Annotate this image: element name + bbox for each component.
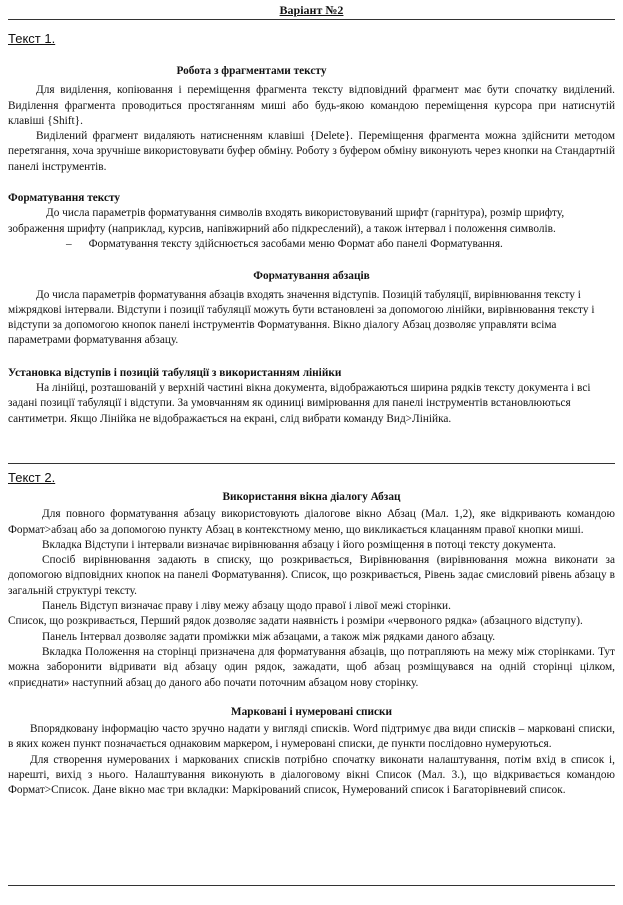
paragraph: Вкладка Положення на сторінці призначена для форматування абзаців, що потрапляють на межу між сторінками. Тут можна заборонити відривати від абзацу один рядок, зажадати, щоб абзац розміщувався на одній сторінці цілком, «приєднати» наступний абзац до даного або почати поточним абзацом нову сторінку. bbox=[8, 645, 615, 689]
text2-label: Текст 2. bbox=[8, 470, 56, 485]
list-item: – Форматування тексту здійснюється засобами меню Формат або панелі Форматування. bbox=[66, 237, 503, 250]
middle-rule bbox=[8, 463, 615, 464]
paragraph: Впорядковану інформацію часто зручно надати у вигляді списків. Word підтримує два види списків – марковані списки, в яких кожен пункт позначається однаковим маркером, і нумеровані списки, де пункти послідовно нумеруються. bbox=[8, 723, 615, 751]
paragraph: Панель Відступ визначає праву і ліву межу абзацу щодо правої і лівої межі сторінки. bbox=[42, 600, 451, 613]
dash-marker: – bbox=[66, 237, 72, 250]
heading-text-formatting: Форматування тексту bbox=[8, 192, 121, 205]
paragraph: Панель Інтервал дозволяє задати проміжки між абзацами, а також між рядками даного абзацу. bbox=[42, 630, 496, 643]
paragraph: Спосіб вирівнювання задають в списку, що розкривається, Вирівнювання (вирівнювання можна виконати за допомогою відповідних кнопок на панелі Форматування). Список, що розкривається, Рівень задає смисловий рівень абзацу в загальній структурі тексту. bbox=[8, 554, 615, 597]
paragraph: До числа параметрів форматування абзаців входять значення відступів. Позицій табуляції, вирівнювання тексту і міжрядкові інтервали. Відступи і позиції табуляції можуть бути встановлені за допомогою лінійки, вирівнювання тексту і відступи за допомогою кнопок панелі інструментів Форматування. Вікно діалогу Абзац дозволяє управляти всіма параметрами форматування абзацу. bbox=[8, 288, 595, 347]
paragraph: На лінійці, розташованій у верхній частині вікна документа, відображаються ширина рядків тексту документа і всі задані позиції табуляції і відступи. За умовчанням як одиниці вимірювання для панелі інструментів встановлюються сантиметри. Якщо Лінійка не відображається на екрані, слід вибрати команду Вид>Лінійка. bbox=[8, 382, 591, 425]
text2-section bbox=[8, 490, 615, 799]
paragraph: Для повного форматування абзацу використовують діалогове вікно Абзац (Мал. 1,2), яке відкривають командою Формат>абзац або за допомогою пункту Абзац в контекстному меню, що викликається клацанням правої кнопки миші. bbox=[8, 508, 615, 536]
paragraph: Виділений фрагмент видаляють натисненням клавіші {Delete}. Переміщення фрагмента можна здійснити методом перетягання, хоча зручніше використовувати буфер обміну. Роботу з буфером обміну виконують через кнопки на Стандартній панелі інструментів. bbox=[8, 130, 615, 173]
variant-title: Варіант №2 bbox=[279, 3, 344, 17]
heading-paragraph-dialog: Використання вікна діалогу Абзац bbox=[222, 491, 401, 503]
bottom-rule bbox=[8, 885, 615, 886]
paragraph: До числа параметрів форматування символів входять використовуваний шрифт (гарнітура), розмір шрифту, зображення шрифту (наприклад, курсив, напівжирний або підкреслений), а також інтервал і положення символів. bbox=[8, 207, 565, 235]
text1-section bbox=[8, 64, 615, 427]
paragraph: Для виділення, копіювання і переміщення фрагмента тексту відповідний фрагмент має бути спочатку виділений. Виділення фрагмента проводиться простяганням миші або будь-якою командою переміщення курсора при натиснутій клавіші {Shift}. bbox=[8, 84, 615, 127]
heading-lists: Марковані і нумеровані списки bbox=[230, 705, 393, 718]
heading-paragraph-formatting: Форматування абзаців bbox=[253, 270, 370, 283]
paragraph: Вкладка Відступи і інтервали визначає вирівнювання абзацу і його розміщення в потоці тексту документа. bbox=[42, 538, 556, 551]
text1-label: Текст 1. bbox=[8, 31, 56, 46]
heading-ruler: Установка відступів і позицій табуляції з використанням лінійки bbox=[8, 366, 342, 379]
heading-fragments: Робота з фрагментами тексту bbox=[176, 65, 327, 77]
paragraph: Для створення нумерованих і маркованих списків потрібно спочатку виконати налаштування, потім вхід в список і, нарешті, вихід з нього. Налаштування виконують в діалоговому вікні Список (Мал. 3.), що відкривається командою Формат>Список. Дане вікно має три вкладки: Маркірований список, Нумерований список і Багаторівневий список. bbox=[8, 753, 615, 797]
top-rule bbox=[8, 19, 615, 20]
paragraph: Список, що розкривається, Перший рядок дозволяє задати наявність і розміри «червоного рядка» (абзацного відступу). bbox=[8, 615, 583, 628]
